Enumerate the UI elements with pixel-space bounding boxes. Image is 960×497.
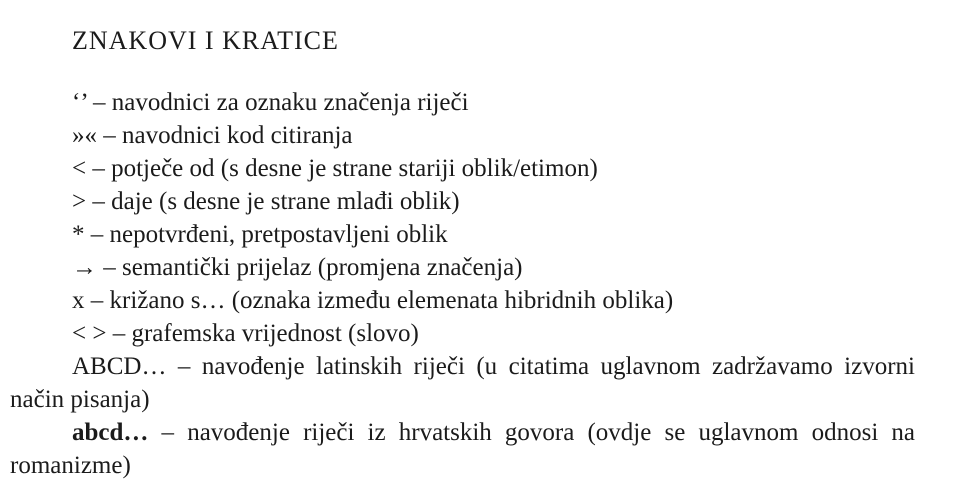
legend-entry-abcd-lower-line2: romanizme)	[10, 452, 131, 479]
legend-entry-arrow: → – semantički prijelaz (promjena značenja)	[72, 254, 523, 281]
legend-entry-cross: x – križano s… (oznaka između elemenata hibridnih oblika)	[72, 287, 674, 314]
legend-entry-less-than: < – potječe od (s desne je strane stariji oblik/etimon)	[72, 155, 598, 182]
symbols-legend-list	[10, 86, 915, 482]
legend-entry-abcd-upper-line2: način pisanja)	[10, 386, 150, 413]
legend-entry-abcd-lower-line1	[10, 416, 915, 449]
legend-entry-abcd-upper-line1: ABCD… – navođenje latinskih riječi (u citatima uglavnom zadržavamo izvorni	[72, 353, 915, 380]
legend-entry-greater-than: > – daje (s desne je strane mlađi oblik)	[72, 188, 460, 215]
legend-entry-angle-brackets: < > – grafemska vrijednost (slovo)	[72, 320, 419, 347]
legend-symbol-abcd-bold: abcd…	[72, 419, 149, 446]
legend-entry-quotes: ‘’ – navodnici za oznaku značenja riječi	[72, 89, 469, 116]
legend-entry-abcd-lower-text: – navođenje riječi iz hrvatskih govora (ovdje se uglavnom odnosi na	[148, 419, 915, 446]
page-title: ZNAKOVI I KRATICE	[72, 26, 339, 55]
legend-entry-guillemets: »« – navodnici kod citiranja	[72, 122, 353, 149]
legend-entry-asterisk: * – nepotvrđeni, pretpostavljeni oblik	[72, 221, 448, 248]
